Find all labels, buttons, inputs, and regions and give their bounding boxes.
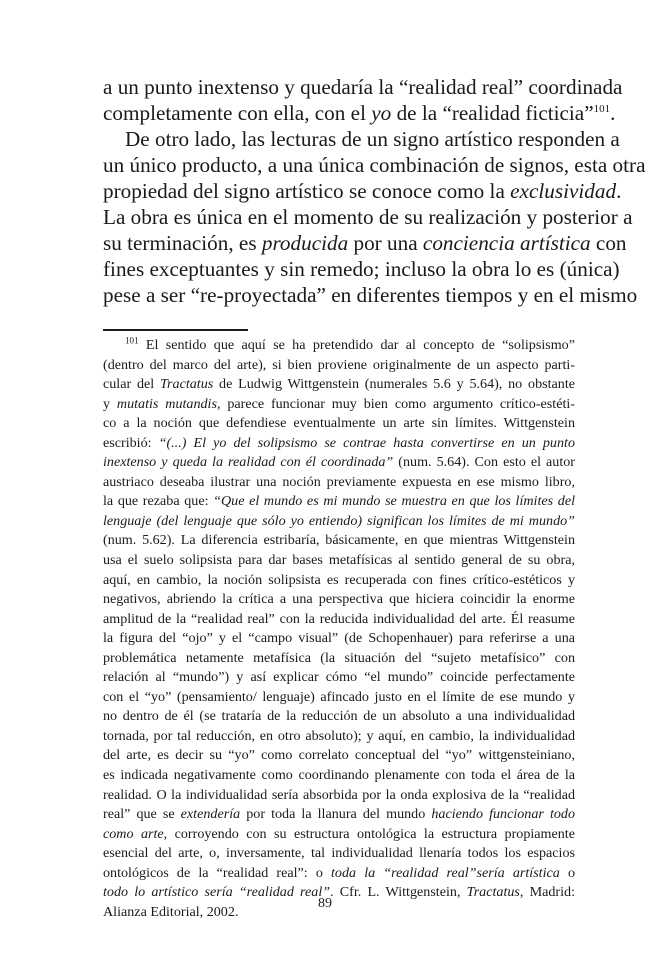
- text-run: del arte, es decir su “yo” como correlato conceptual del “yo” wittgensteiniano,: [103, 747, 575, 764]
- text-run: . Cfr. L. Wittgenstein,: [330, 884, 467, 901]
- italic-text: toda la “realidad real”sería artística: [331, 864, 560, 881]
- text-run: no dentro de él (se trataría de la reducción de un absoluto a una individualidad: [103, 708, 575, 725]
- italic-text: inextenso y queda la realidad con él coordinada”: [103, 454, 394, 471]
- text-run: por toda la llanura del mundo: [240, 806, 432, 823]
- text-run: La obra es única en el momento de su realización y posterior a: [103, 205, 633, 229]
- footnote-line: [103, 766, 575, 786]
- footnote-number: 101: [125, 335, 139, 346]
- footnote-line: [103, 668, 575, 688]
- footnote-line: [103, 649, 575, 669]
- text-run: esencial del arte, o, inversamente, tal individualidad llenaría todos los espacios: [103, 845, 575, 862]
- italic-text: Tractatus: [159, 376, 214, 393]
- text-run: (num. 5.64). Con esto el autor: [393, 454, 575, 471]
- text-run: .: [616, 179, 622, 203]
- footnote-line: [103, 356, 575, 376]
- text-run: completamente con ella, con el: [103, 101, 372, 125]
- body-text-line: [103, 204, 633, 230]
- text-run: El sentido que aquí se ha pretendido dar al concepto de “solipsismo”: [138, 337, 575, 353]
- text-run: con el “yo” (pensamiento/ lenguaje) afincado justo en el límite de ese mundo y: [103, 688, 575, 705]
- text-run: pese a ser “re-proyectada” en diferentes tiempos y en el mismo: [103, 283, 638, 307]
- footnote-line: [103, 434, 575, 454]
- text-run: Alianza Editorial, 2002.: [103, 903, 239, 920]
- footnote-line: [103, 336, 575, 356]
- text-run: amplitud de la “realidad real” con la reducida individualidad del arte. Él reasume: [103, 610, 575, 627]
- text-run: , Madrid:: [519, 884, 575, 901]
- italic-text: conciencia artística: [422, 231, 591, 255]
- italic-text: lenguaje (del lenguaje que sólo yo entiendo) significan los límites de mi mundo”: [103, 512, 575, 529]
- text-run: fines exceptuantes y sin remedo; incluso la obra lo es (única): [103, 257, 620, 281]
- text-run: real” que se: [103, 806, 181, 823]
- italic-text: “(...) El yo del solipsismo se contrae hasta convertirse en un punto: [158, 434, 575, 451]
- footnote-line: [103, 590, 575, 610]
- text-run: .: [610, 101, 616, 125]
- text-run: con: [590, 231, 627, 255]
- italic-text: yo: [371, 101, 392, 125]
- footnote-line: [103, 375, 575, 395]
- italic-text: extendería: [180, 806, 241, 823]
- italic-text: mutatis mutandis: [116, 395, 217, 412]
- body-text-line: [103, 100, 616, 126]
- italic-text: Tractatus: [466, 884, 520, 901]
- body-text-line: [103, 282, 638, 308]
- text-run: la figura del “ojo” y el “campo visual” (de Schopenhauer) para referirse a una: [103, 630, 575, 647]
- footnote-line: [103, 786, 575, 806]
- footnote-line: [103, 727, 575, 747]
- text-run: y: [103, 395, 117, 412]
- text-run: la que rezaba que:: [103, 493, 214, 510]
- text-run: co a la noción que defendiese eventualmente un arte sin límites. Wittgenstein: [103, 415, 575, 432]
- text-run: (num. 5.62). La diferencia estribaría, básicamente, en que mientras Wittgenstein: [103, 532, 575, 549]
- footnote-line: [103, 864, 575, 884]
- text-run: austriaco deseaba ilustrar una noción previamente expuesta en ese mismo libro,: [103, 473, 575, 490]
- text-run: a un punto inextenso y quedaría la “realidad real” coordinada: [103, 75, 623, 99]
- footnote-line: [103, 492, 575, 512]
- footnote-line: [103, 805, 575, 825]
- main-text-block: [103, 74, 646, 308]
- italic-text: haciendo funcionar todo: [431, 806, 575, 823]
- text-run: cular del: [103, 376, 160, 393]
- italic-text: todo lo artístico sería “realidad real”: [103, 884, 331, 901]
- footnote-separator: [103, 329, 248, 331]
- text-run: relación al “mundo”) y así explicar cómo “el mundo” coincide perfectamente: [103, 669, 575, 686]
- footnote-line: [103, 414, 575, 434]
- text-run: De otro lado, las lecturas de un signo artístico responden a: [125, 127, 620, 151]
- footnote-line: [103, 571, 575, 591]
- text-run: tornada, por tal reducción, en otro absoluto); y aquí, en cambio, la individualidad: [103, 727, 575, 744]
- body-paragraphs: [103, 74, 646, 308]
- page-number: 89: [318, 896, 332, 911]
- footnote-reference: 101: [593, 102, 611, 115]
- text-run: realidad. O la individualidad sería absorbida por la onda explosiva de la “realidad: [103, 786, 575, 803]
- text-run: escribió:: [103, 434, 159, 451]
- footnote-line: [103, 844, 575, 864]
- footnote-line: [103, 707, 575, 727]
- text-run: por una: [348, 231, 423, 255]
- body-text-line: [103, 256, 620, 282]
- text-run: aquí, en cambio, la noción solipsista es recuperada con fines crítico-estéticos y: [103, 571, 575, 588]
- body-text-line: [103, 126, 620, 152]
- text-run: usa el suelo solipsista para dar bases metafísicas al sentido general de su obra,: [103, 552, 575, 569]
- italic-text: producida: [261, 231, 349, 255]
- body-text-line: [103, 178, 622, 204]
- body-text-line: [103, 152, 646, 178]
- footnote-line: [103, 688, 575, 708]
- footnote-line: [103, 825, 575, 845]
- body-text-line: [103, 230, 627, 256]
- footnote-line: [103, 453, 575, 473]
- footnote-line: [103, 473, 575, 493]
- footnote-line: [103, 610, 575, 630]
- footnote-line: [103, 531, 575, 551]
- text-run: , parece funcionar muy bien como argumento crítico-estéti-: [216, 395, 575, 412]
- footnote-line: [103, 512, 575, 532]
- italic-text: como arte: [103, 825, 164, 842]
- text-run: negativos, abriendo la crítica a una perspectiva que hiciera coincidir la enorme: [103, 591, 575, 608]
- italic-text: “Que el mundo es mi mundo se muestra en que los límites del: [213, 493, 575, 510]
- footnote-line: [103, 629, 575, 649]
- text-run: propiedad del signo artístico se conoce como la: [103, 179, 511, 203]
- text-run: o: [559, 864, 576, 881]
- text-run: su terminación, es: [103, 231, 262, 255]
- text-run: de Ludwig Wittgenstein (numerales 5.6 y 5.64), no obstante: [213, 376, 575, 393]
- text-run: es indicada negativamente como coordinando plenamente con toda el área de la: [103, 767, 575, 784]
- text-run: problemática netamente metafísica (la situación del “sujeto metafísico” con: [103, 649, 575, 666]
- text-run: , corroyendo con su estructura ontológica la estructura propiamente: [163, 825, 575, 842]
- text-run: un único producto, a una única combinación de signos, esta otra: [103, 153, 646, 177]
- italic-text: exclusividad: [510, 179, 617, 203]
- footnote-line: [103, 395, 575, 415]
- text-run: ontológicos de la “realidad real”: o: [103, 864, 332, 881]
- text-run: de la “realidad ficticia”: [391, 101, 594, 125]
- footnote-line: [103, 551, 575, 571]
- text-run: (dentro del marco del arte), si bien proviene originalmente de un aspecto parti-: [103, 356, 575, 373]
- footnote-block: [103, 336, 575, 922]
- footnote-line: [103, 746, 575, 766]
- body-text-line: [103, 74, 623, 100]
